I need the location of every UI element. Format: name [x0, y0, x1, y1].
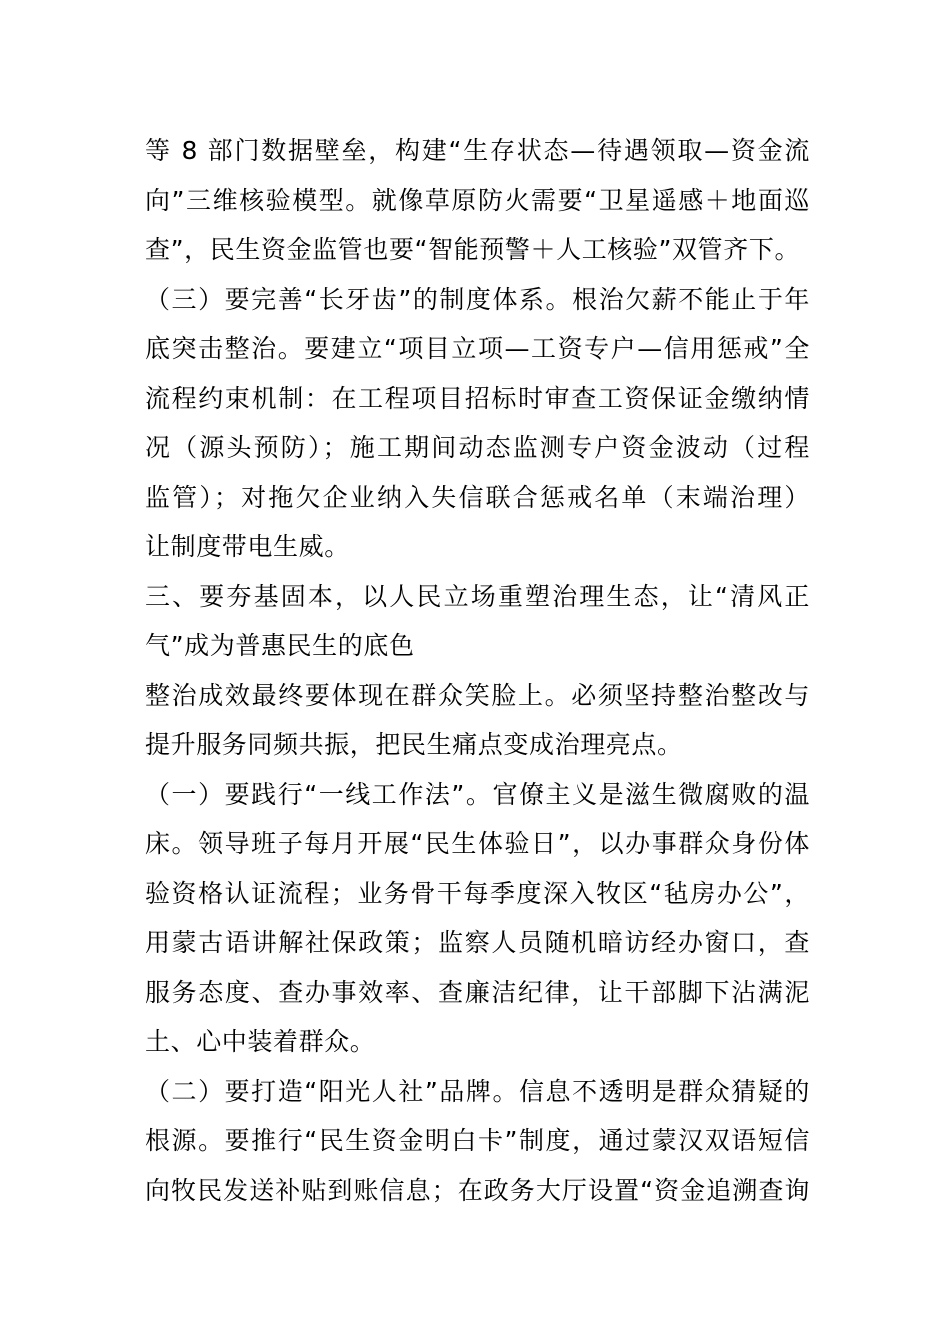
- text-line: 让制度带电生威。: [145, 532, 350, 561]
- text-line: 服务态度、查办事效率、查廉洁纪律，让干部脚下沾满泥: [145, 977, 810, 1007]
- body-text: [145, 126, 810, 1215]
- text-line: 提升服务同频共振，把民生痛点变成治理亮点。: [145, 730, 683, 759]
- text-line: 等 8 部门数据壁垒，构建“生存状态—待遇领取—资金流: [145, 136, 810, 165]
- section-heading-line: （二）要打造“阳光人社”品牌。信息不透明是群众猜疑的: [145, 1076, 810, 1106]
- text-line: 向牧民发送补贴到账信息；在政务大厅设置“资金追溯查询: [145, 1175, 810, 1205]
- section-heading-line: （三）要完善“长牙齿”的制度体系。根治欠薪不能止于年: [145, 284, 810, 314]
- text-line: 验资格认证流程；业务骨干每季度深入牧区“毡房办公”，: [145, 878, 810, 908]
- section-heading-line: （一）要践行“一线工作法”。官僚主义是滋生微腐败的温: [145, 779, 810, 809]
- text-line: 整治成效最终要体现在群众笑脸上。必须坚持整治整改与: [145, 680, 810, 710]
- text-line: 用蒙古语讲解社保政策；监察人员随机暗访经办窗口，查: [145, 928, 810, 957]
- text-line: 底突击整治。要建立“项目立项—工资专户—信用惩戒”全: [145, 334, 810, 363]
- text-line: 土、心中装着群众。: [145, 1027, 376, 1056]
- chapter-heading-line: 三、要夯基固本，以人民立场重塑治理生态，让“清风正: [145, 581, 810, 611]
- text-line: 况（源头预防）；施工期间动态监测专户资金波动（过程: [145, 433, 810, 462]
- text-line: 监管）；对拖欠企业纳入失信联合惩戒名单（末端治理）: [145, 482, 810, 512]
- text-line: 查”，民生资金监管也要“智能预警＋人工核验”双管齐下。: [145, 235, 801, 264]
- text-line: 流程约束机制：在工程项目招标时审查工资保证金缴纳情: [145, 383, 810, 413]
- text-line: 向”三维核验模型。就像草原防火需要“卫星遥感＋地面巡: [145, 185, 810, 215]
- chapter-heading-line: 气”成为普惠民生的底色: [145, 631, 415, 660]
- text-line: 床。领导班子每月开展“民生体验日”，以办事群众身份体: [145, 829, 810, 858]
- text-line: 根源。要推行“民生资金明白卡”制度，通过蒙汉双语短信: [145, 1126, 810, 1155]
